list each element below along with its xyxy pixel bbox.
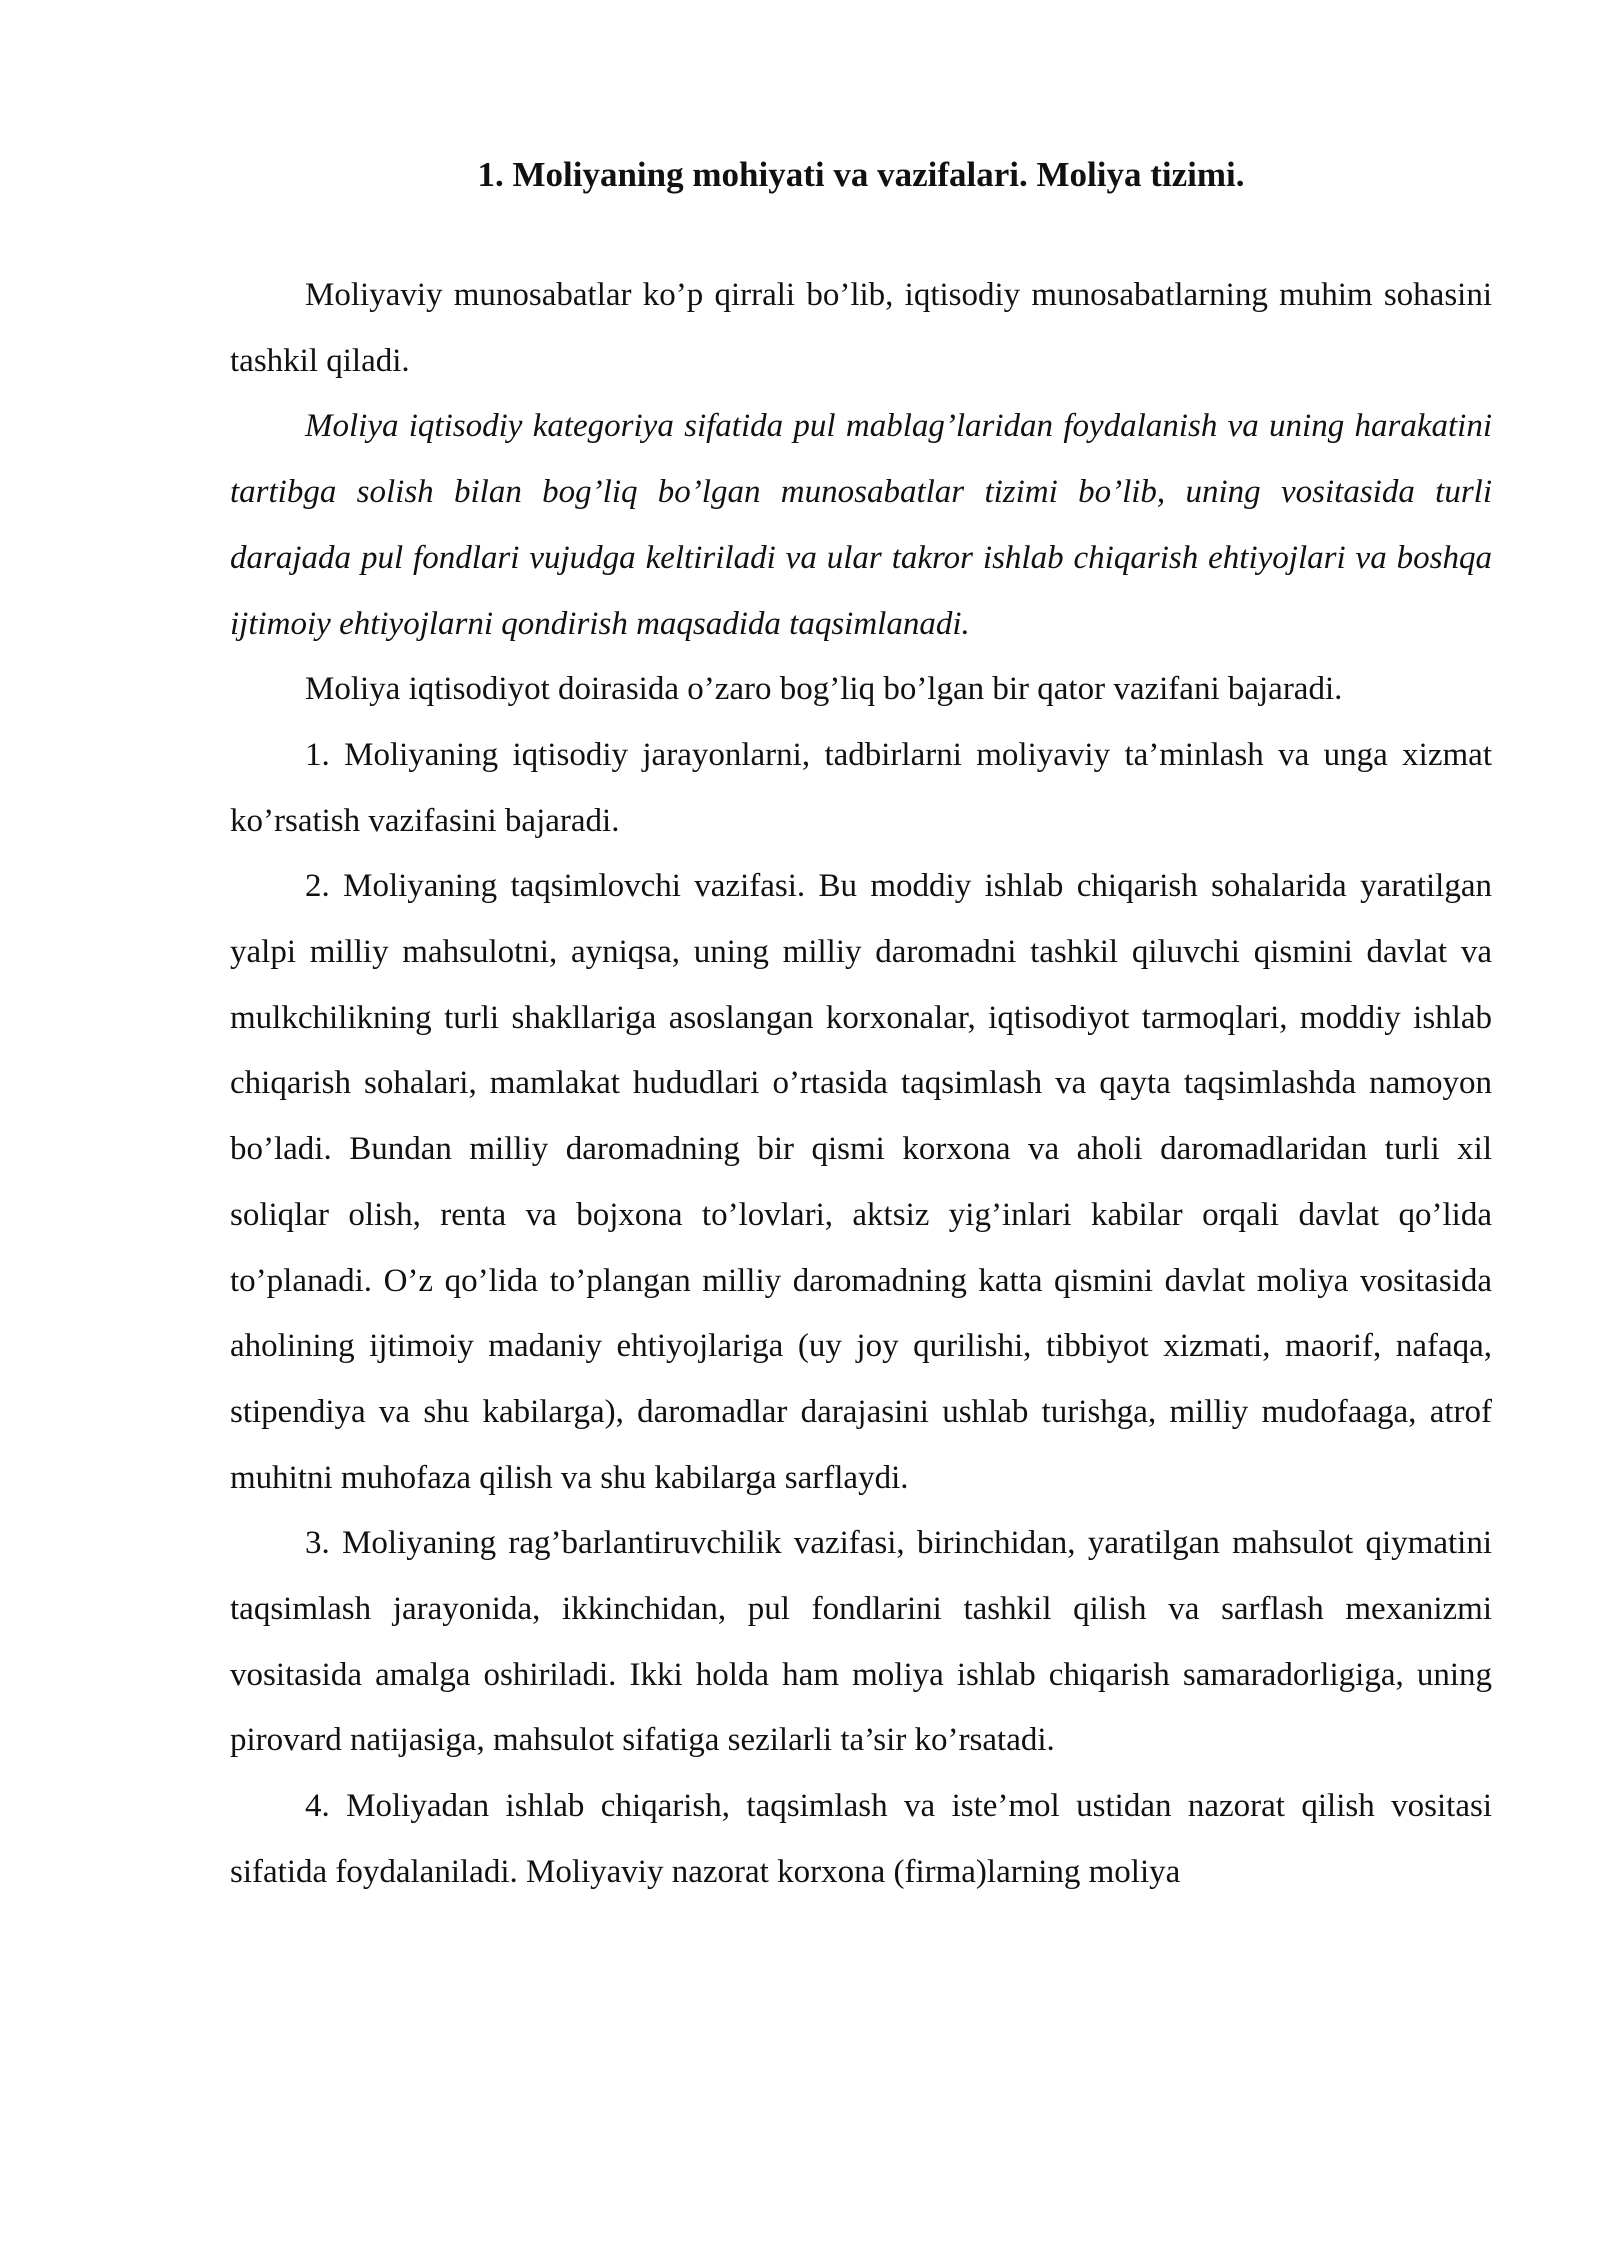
- document-page: [230, 150, 1492, 1906]
- paragraph-function-2: 2. Moliyaning taqsimlovchi vazifasi. Bu moddiy ishlab chiqarish sohalarida yaratilgan yalpi milliy mahsulotni, ayniqsa, uning milliy daromadni tashkil qiluvchi qismini davlat va mulkchilikning turli shakllariga asoslangan korxonalar, iqtisodiyot tarmoqlari, moddiy ishlab chiqarish sohalari, mamlakat hududlari o’rtasida taqsimlash va qayta taqsimlashda namoyon bo’ladi. Bundan milliy daromadning bir qismi korxona va aholi daromadlaridan turli xil soliqlar olish, renta va bojxona to’lovlari, aktsiz yig’inlari kabilar orqali davlat qo’lida to’planadi. O’z qo’lida to’plangan milliy daromadning katta qismini davlat moliya vositasida aholining ijtimoiy madaniy ehtiyojlariga (uy joy qurilishi, tibbiyot xizmati, maorif, nafaqa, stipendiya va shu kabilarga), daromadlar darajasini ushlab turishga, milliy mudofaaga, atrof muhitni muhofaza qilish va shu kabilarga sarflaydi.: [230, 868, 1492, 1496]
- paragraph-function-4: 4. Moliyadan ishlab chiqarish, taqsimlash va iste’mol ustidan nazorat qilish vositasi sifatida foydalaniladi. Moliyaviy nazorat korxona (firma)larning moliya: [230, 1788, 1492, 1890]
- paragraph-function-3: 3. Moliyaning rag’barlantiruvchilik vazifasi, birinchidan, yaratilgan mahsulot qiymatini taqsimlash jarayonida, ikkinchidan, pul fondlarini tashkil qilish va sarflash mexanizmi vositasida amalga oshiriladi. Ikki holda ham moliya ishlab chiqarish samaradorligiga, uning pirovard natijasiga, mahsulot sifatiga sezilarli ta’sir ko’rsatadi.: [230, 1525, 1492, 1759]
- paragraph-intro: Moliyaviy munosabatlar ko’p qirrali bo’lib, iqtisodiy munosabatlarning muhim sohasini tashkil qiladi.: [230, 277, 1492, 379]
- paragraph-functions-intro: Moliya iqtisodiyot doirasida o’zaro bog’liq bo’lgan bir qator vazifani bajaradi.: [305, 671, 1343, 708]
- paragraph-definition: Moliya iqtisodiy kategoriya sifatida pul mablag’laridan foydalanish va uning harakatini tartibga solish bilan bog’liq bo’lgan munosabatlar tizimi bo’lib, uning vositasida turli darajada pul fondlari vujudga keltiriladi va ular takror ishlab chiqarish ehtiyojlari va boshqa ijtimoiy ehtiyojlarni qondirish maqsadida taqsimlanadi.: [230, 408, 1492, 642]
- section-heading: 1. Moliyaning mohiyati va vazifalari. Moliya tizimi.: [477, 155, 1245, 194]
- paragraph-function-1: 1. Moliyaning iqtisodiy jarayonlarni, tadbirlarni moliyaviy ta’minlash va unga xizmat ko’rsatish vazifasini bajaradi.: [230, 736, 1492, 839]
